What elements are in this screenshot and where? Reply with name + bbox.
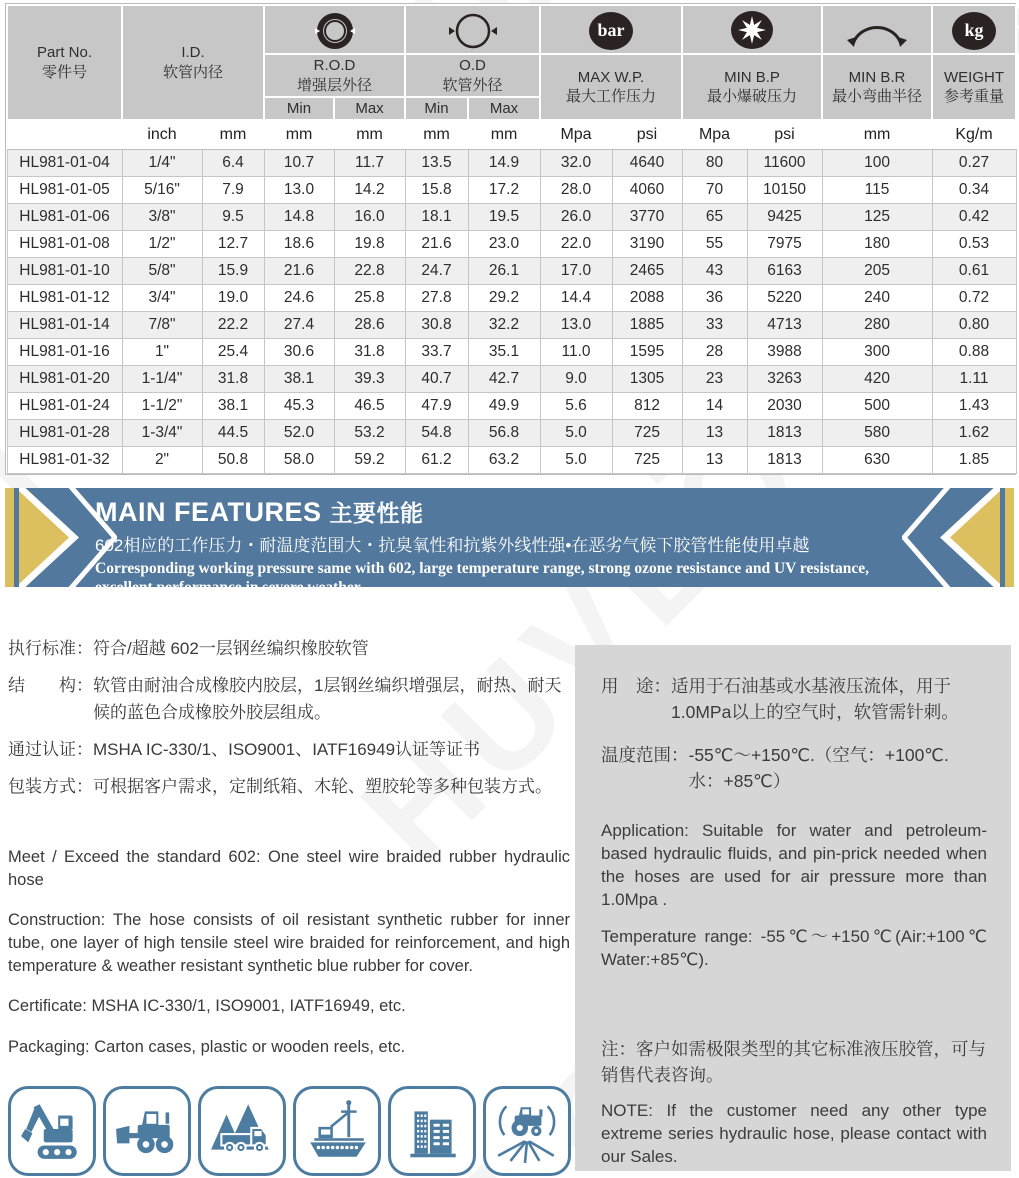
value-cell: 7975	[747, 231, 822, 258]
part-no-cell: HL981-01-12	[7, 285, 122, 312]
value-cell: 1.62	[932, 420, 1016, 447]
bar-icon-cell	[540, 5, 682, 54]
col-header-weight	[932, 54, 1016, 120]
value-cell: 27.4	[264, 312, 334, 339]
usage-item	[601, 673, 987, 726]
value-cell: 50.8	[202, 447, 264, 474]
value-cell: 9.0	[540, 366, 612, 393]
value-cell: 1813	[747, 447, 822, 474]
value-cell: 1305	[612, 366, 682, 393]
col-header-rod-zh: 增强层外径	[297, 76, 373, 94]
value-cell: 61.2	[405, 447, 468, 474]
value-cell: 6163	[747, 258, 822, 285]
value-cell: 2465	[612, 258, 682, 285]
value-cell: 39.3	[334, 366, 405, 393]
value-cell: 13	[682, 447, 747, 474]
value-cell: 32.0	[540, 150, 612, 177]
value-cell: 19.5	[468, 204, 540, 231]
col-header-od-zh: 软管外径	[442, 76, 503, 94]
col-header-rod	[264, 54, 405, 97]
table-row	[7, 366, 1016, 393]
value-cell: 31.8	[202, 366, 264, 393]
value-cell: 5.0	[540, 420, 612, 447]
application-icons-row	[8, 1086, 571, 1176]
value-cell: 38.1	[202, 393, 264, 420]
banner-line-en: Corresponding working pressure same with 602, large temperature range, strong ozone resistance and UV resistance, excellent performance in severe weather	[95, 560, 869, 597]
value-cell: 19.8	[334, 231, 405, 258]
value-cell: 580	[822, 420, 932, 447]
value-cell: 30.6	[264, 339, 334, 366]
value-cell: 13.5	[405, 150, 468, 177]
value-cell: 21.6	[405, 231, 468, 258]
value-cell: 47.9	[405, 393, 468, 420]
value-cell: 2088	[612, 285, 682, 312]
reinforcement-diameter-icon	[309, 9, 361, 53]
value-cell: 15.9	[202, 258, 264, 285]
value-cell: 1885	[612, 312, 682, 339]
value-cell: 14	[682, 393, 747, 420]
part-no-cell: HL981-01-14	[7, 312, 122, 339]
unit-cell: mm	[405, 120, 468, 150]
value-cell: 18.6	[264, 231, 334, 258]
value-cell: 24.7	[405, 258, 468, 285]
usage-text: 适用于石油基或水基液压流体，用于1.0MPa以上的空气时，软管需针刺。	[671, 676, 959, 723]
value-cell: 5/8"	[122, 258, 202, 285]
spec-table-body	[7, 150, 1016, 474]
value-cell: 65	[682, 204, 747, 231]
part-no-cell: HL981-01-28	[7, 420, 122, 447]
unit-cell: mm	[202, 120, 264, 150]
kg-icon-cell	[932, 5, 1016, 54]
value-cell: 24.6	[264, 285, 334, 312]
value-cell: 4640	[612, 150, 682, 177]
value-cell: 7.9	[202, 177, 264, 204]
english-specs-section	[8, 846, 570, 1076]
value-cell: 45.3	[264, 393, 334, 420]
value-cell: 0.88	[932, 339, 1016, 366]
value-cell: 4713	[747, 312, 822, 339]
unit-cell: psi	[612, 120, 682, 150]
col-header-od	[405, 54, 540, 97]
value-cell: 23	[682, 366, 747, 393]
value-cell: 46.5	[334, 393, 405, 420]
value-cell: 3/8"	[122, 204, 202, 231]
bend-radius-icon	[841, 10, 913, 52]
value-cell: 725	[612, 447, 682, 474]
value-cell: 30.8	[405, 312, 468, 339]
value-cell: 1.85	[932, 447, 1016, 474]
table-row	[7, 420, 1016, 447]
value-cell: 3770	[612, 204, 682, 231]
spec-en-certificate: Certificate: MSHA IC-330/1, ISO9001, IATF16949, etc.	[8, 997, 406, 1016]
value-cell: 43	[682, 258, 747, 285]
value-cell: 36	[682, 285, 747, 312]
value-cell: 0.72	[932, 285, 1016, 312]
value-cell: 1-3/4"	[122, 420, 202, 447]
unit-cell: psi	[747, 120, 822, 150]
value-cell: 13	[682, 420, 747, 447]
value-cell: 1/4"	[122, 150, 202, 177]
unit-cell: Mpa	[682, 120, 747, 150]
unit-cell: mm	[468, 120, 540, 150]
od-max-header: Max	[468, 97, 540, 120]
table-row	[7, 312, 1016, 339]
value-cell: 0.53	[932, 231, 1016, 258]
col-header-max-wp	[540, 54, 682, 120]
value-cell: 22.0	[540, 231, 612, 258]
value-cell: 52.0	[264, 420, 334, 447]
application-en: Application: Suitable for water and petroleum-based hydraulic fluids, and pin-prick needed when the hoses are used for air pressure more than 1.0Mpa .	[601, 821, 987, 909]
spec-certificate-text: MSHA IC-330/1、ISO9001、IATF16949认证等证书	[93, 740, 481, 760]
value-cell: 0.42	[932, 204, 1016, 231]
value-cell: 23.0	[468, 231, 540, 258]
value-cell: 25.8	[334, 285, 405, 312]
value-cell: 630	[822, 447, 932, 474]
value-cell: 63.2	[468, 447, 540, 474]
banner-right-chevron-decoration	[902, 488, 1014, 587]
value-cell: 7/8"	[122, 312, 202, 339]
value-cell: 0.34	[932, 177, 1016, 204]
part-no-cell: HL981-01-06	[7, 204, 122, 231]
unit-cell: Mpa	[540, 120, 612, 150]
col-header-weight-en: WEIGHT	[944, 68, 1005, 86]
value-cell: 180	[822, 231, 932, 258]
value-cell: 53.2	[334, 420, 405, 447]
value-cell: 10150	[747, 177, 822, 204]
table-row	[7, 177, 1016, 204]
part-no-cell: HL981-01-08	[7, 231, 122, 258]
value-cell: 13.0	[540, 312, 612, 339]
spec-en-standard: Meet / Exceed the standard 602: One steel wire braided rubber hydraulic hose	[8, 848, 570, 890]
value-cell: 28.0	[540, 177, 612, 204]
value-cell: 56.8	[468, 420, 540, 447]
col-header-part-no-zh: 零件号	[41, 63, 87, 81]
value-cell: 31.8	[334, 339, 405, 366]
col-header-min-br-en: MIN B.R	[848, 68, 906, 86]
spec-standard-text: 符合/超越 602一层钢丝编织橡胶软管	[93, 639, 369, 658]
part-no-cell: HL981-01-10	[7, 258, 122, 285]
value-cell: 725	[612, 420, 682, 447]
value-cell: 1595	[612, 339, 682, 366]
part-no-cell: HL981-01-04	[7, 150, 122, 177]
col-header-id-en: I.D.	[181, 44, 205, 61]
col-header-min-bp-zh: 最小爆破压力	[707, 88, 798, 105]
value-cell: 1/2"	[122, 231, 202, 258]
col-header-od-en: O.D	[459, 57, 486, 74]
value-cell: 33	[682, 312, 747, 339]
value-cell: 12.7	[202, 231, 264, 258]
spec-construction-text: 软管由耐油合成橡胶内胶层，1层钢丝编织增强层，耐热、耐天候的蓝色合成橡胶外胶层组成。	[93, 676, 562, 722]
value-cell: 0.61	[932, 258, 1016, 285]
col-header-id	[122, 5, 264, 120]
value-cell: 33.7	[405, 339, 468, 366]
od-icon-cell	[405, 5, 540, 54]
value-cell: 500	[822, 393, 932, 420]
value-cell: 280	[822, 312, 932, 339]
part-no-cell: HL981-01-05	[7, 177, 122, 204]
value-cell: 17.2	[468, 177, 540, 204]
value-cell: 15.8	[405, 177, 468, 204]
value-cell: 100	[822, 150, 932, 177]
outer-diameter-icon	[441, 9, 505, 53]
value-cell: 28.6	[334, 312, 405, 339]
unit-cell: mm	[334, 120, 405, 150]
table-row	[7, 231, 1016, 258]
value-cell: 1"	[122, 339, 202, 366]
col-header-rod-en: R.O.D	[313, 57, 356, 74]
unit-cell: inch	[122, 120, 202, 150]
temperature-label: 温度范围：	[601, 744, 689, 765]
kg-icon: kg	[952, 12, 996, 50]
value-cell: 0.80	[932, 312, 1016, 339]
value-cell: 19.0	[202, 285, 264, 312]
value-cell: 11.7	[334, 150, 405, 177]
value-cell: 3263	[747, 366, 822, 393]
value-cell: 6.4	[202, 150, 264, 177]
value-cell: 54.8	[405, 420, 468, 447]
col-header-weight-zh: 参考重量	[944, 88, 1005, 105]
value-cell: 27.8	[405, 285, 468, 312]
value-cell: 32.2	[468, 312, 540, 339]
chinese-specs-section	[8, 636, 573, 812]
value-cell: 205	[822, 258, 932, 285]
value-cell: 40.7	[405, 366, 468, 393]
value-cell: 115	[822, 177, 932, 204]
main-features-banner	[5, 488, 1014, 597]
value-cell: 11600	[747, 150, 822, 177]
temperature-text: -55℃～+150℃.（空气：+100℃. 水：+85℃）	[688, 744, 949, 791]
spec-table	[5, 3, 1016, 475]
note-en: NOTE: If the customer need any other type extreme series hydraulic hose, please contact with our Sales.	[601, 1101, 987, 1166]
value-cell: 22.2	[202, 312, 264, 339]
value-cell: 11.0	[540, 339, 612, 366]
banner-line-zh: 602相应的工作压力・耐温度范围大・抗臭氧性和抗紫外线性强•在恶劣气候下胶管性能使用卓越	[95, 536, 810, 555]
value-cell: 21.6	[264, 258, 334, 285]
usage-label: 用 途：	[601, 676, 671, 696]
rod-min-header: Min	[264, 97, 334, 120]
unit-cell: mm	[822, 120, 932, 150]
spec-construction-label: 结 构：	[8, 676, 93, 696]
value-cell: 1813	[747, 420, 822, 447]
spec-standard-label: 执行标准：	[8, 639, 93, 658]
value-cell: 125	[822, 204, 932, 231]
spec-packaging-text: 可根据客户需求，定制纸箱、木轮、塑胶轮等多种包装方式。	[93, 777, 552, 797]
value-cell: 28	[682, 339, 747, 366]
spec-certificate-label: 通过认证：	[8, 740, 93, 760]
value-cell: 812	[612, 393, 682, 420]
table-row	[7, 393, 1016, 420]
col-header-id-zh: 软管内径	[163, 63, 224, 81]
part-no-cell: HL981-01-20	[7, 366, 122, 393]
mining-truck-icon	[198, 1086, 286, 1176]
col-header-part-no	[7, 5, 122, 120]
table-row	[7, 204, 1016, 231]
col-header-min-bp-en: MIN B.P	[724, 68, 780, 86]
value-cell: 2"	[122, 447, 202, 474]
rod-max-header: Max	[334, 97, 405, 120]
value-cell: 16.0	[334, 204, 405, 231]
usage-info-box	[575, 645, 1011, 1171]
value-cell: 1.11	[932, 366, 1016, 393]
value-cell: 1-1/2"	[122, 393, 202, 420]
value-cell: 26.0	[540, 204, 612, 231]
value-cell: 14.4	[540, 285, 612, 312]
value-cell: 25.4	[202, 339, 264, 366]
value-cell: 240	[822, 285, 932, 312]
table-row	[7, 339, 1016, 366]
value-cell: 3190	[612, 231, 682, 258]
value-cell: 3/4"	[122, 285, 202, 312]
col-header-max-wp-en: MAX W.P.	[577, 68, 645, 86]
value-cell: 70	[682, 177, 747, 204]
tractor-icon	[483, 1086, 571, 1176]
spec-packaging	[8, 774, 573, 800]
value-cell: 0.27	[932, 150, 1016, 177]
part-no-cell: HL981-01-32	[7, 447, 122, 474]
value-cell: 59.2	[334, 447, 405, 474]
value-cell: 29.2	[468, 285, 540, 312]
col-header-min-br-zh: 最小弯曲半径	[832, 88, 923, 105]
value-cell: 5220	[747, 285, 822, 312]
value-cell: 1-1/4"	[122, 366, 202, 393]
rod-icon-cell	[264, 5, 405, 54]
temperature-item	[601, 742, 987, 795]
value-cell: 13.0	[264, 177, 334, 204]
value-cell: 5.6	[540, 393, 612, 420]
table-row	[7, 150, 1016, 177]
value-cell: 14.2	[334, 177, 405, 204]
part-no-cell: HL981-01-24	[7, 393, 122, 420]
spec-en-construction: Construction: The hose consists of oil resistant synthetic rubber for inner tube, one layer of high tensile steel wire braided for reinforcement, and high temperature & weather resistant synthetic blue rubber for cover.	[8, 911, 570, 976]
value-cell: 42.7	[468, 366, 540, 393]
value-cell: 420	[822, 366, 932, 393]
unit-cell: Kg/m	[932, 120, 1016, 150]
note-zh: 注：客户如需极限类型的其它标准液压胶管，可与销售代表咨询。	[601, 1038, 986, 1085]
value-cell: 44.5	[202, 420, 264, 447]
value-cell: 38.1	[264, 366, 334, 393]
banner-title-zh: 主要性能	[329, 500, 424, 526]
value-cell: 26.1	[468, 258, 540, 285]
spec-construction	[8, 673, 573, 726]
value-cell: 58.0	[264, 447, 334, 474]
burst-icon-cell	[682, 5, 822, 54]
value-cell: 9425	[747, 204, 822, 231]
value-cell: 17.0	[540, 258, 612, 285]
buildings-icon	[388, 1086, 476, 1176]
value-cell: 2030	[747, 393, 822, 420]
table-row	[7, 285, 1016, 312]
bend-radius-icon-cell	[822, 5, 932, 54]
value-cell: 49.9	[468, 393, 540, 420]
banner-title	[95, 495, 884, 528]
value-cell: 14.8	[264, 204, 334, 231]
value-cell: 14.9	[468, 150, 540, 177]
value-cell: 55	[682, 231, 747, 258]
value-cell: 5.0	[540, 447, 612, 474]
od-min-header: Min	[405, 97, 468, 120]
spec-standard	[8, 636, 573, 662]
value-cell: 22.8	[334, 258, 405, 285]
value-cell: 5/16"	[122, 177, 202, 204]
col-header-part-no-en: Part No.	[36, 44, 93, 61]
value-cell: 80	[682, 150, 747, 177]
part-no-cell: HL981-01-16	[7, 339, 122, 366]
wheel-loader-icon	[103, 1086, 191, 1176]
bar-icon: bar	[589, 12, 633, 50]
burst-icon	[729, 9, 775, 53]
units-row	[7, 120, 1016, 150]
unit-cell	[7, 120, 122, 150]
spec-packaging-label: 包装方式：	[8, 777, 93, 797]
spec-en-packaging: Packaging: Carton cases, plastic or wooden reels, etc.	[8, 1037, 406, 1056]
unit-cell: mm	[264, 120, 334, 150]
temperature-en: Temperature range: -55℃～+150℃(Air:+100℃ Water:+85℃).	[601, 926, 987, 969]
spec-certificate	[8, 737, 573, 763]
excavator-icon	[8, 1086, 96, 1176]
col-header-max-wp-zh: 最大工作压力	[566, 88, 657, 105]
value-cell: 300	[822, 339, 932, 366]
col-header-min-br	[822, 54, 932, 120]
value-cell: 35.1	[468, 339, 540, 366]
ship-icon	[293, 1086, 381, 1176]
col-header-min-bp	[682, 54, 822, 120]
value-cell: 3988	[747, 339, 822, 366]
value-cell: 10.7	[264, 150, 334, 177]
value-cell: 18.1	[405, 204, 468, 231]
value-cell: 9.5	[202, 204, 264, 231]
value-cell: 1.43	[932, 393, 1016, 420]
table-row	[7, 447, 1016, 474]
banner-title-en: MAIN FEATURES	[95, 497, 322, 527]
value-cell: 4060	[612, 177, 682, 204]
table-row	[7, 258, 1016, 285]
